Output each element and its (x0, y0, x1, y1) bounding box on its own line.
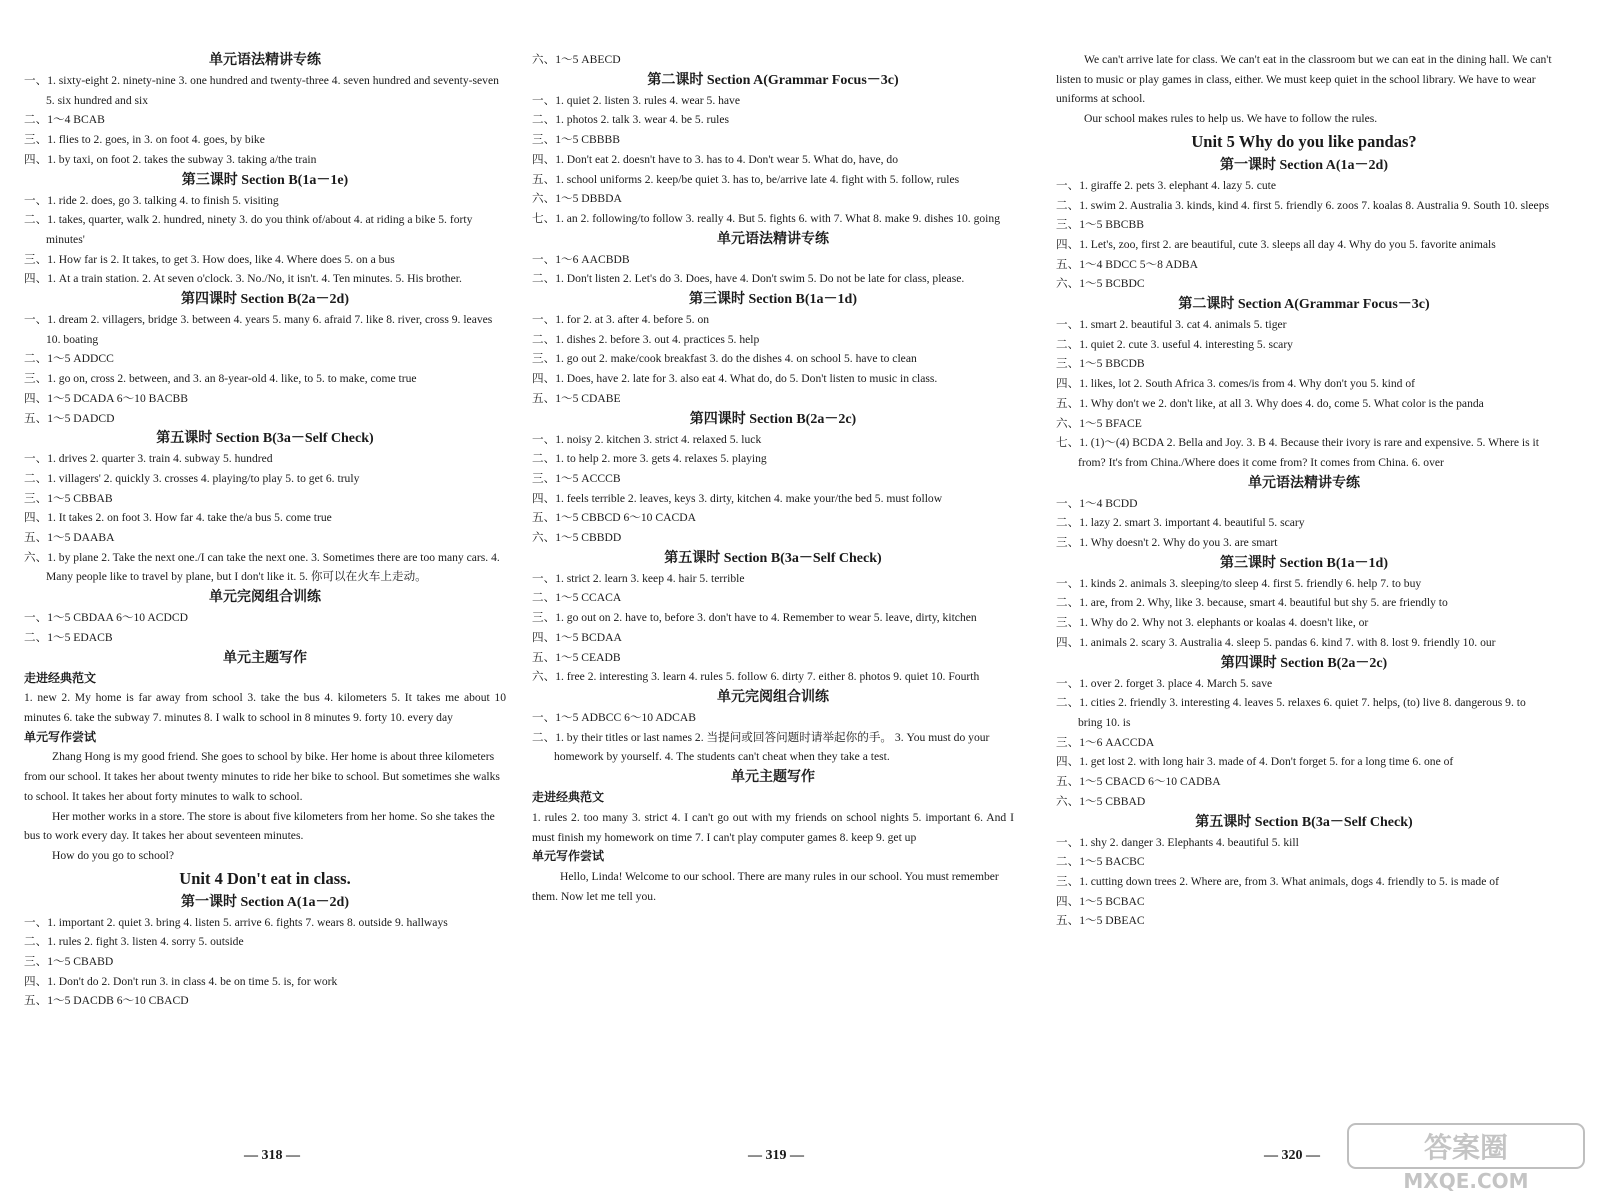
answer-line: 六、1. by plane 2. Take the next one./I can take the next one. 3. Sometimes there are too many cars. 4. Many people like to travel by plane, but I don't like it. 5. 你可以在火车上走动。 (24, 550, 500, 584)
section-heading: 第五课时 Section B(3a－Self Check) (664, 550, 882, 566)
answer-line: 四、1. by taxi, on foot 2. takes the subway 3. taking a/the train (24, 152, 317, 166)
answer-line: 二、1. dishes 2. before 3. out 4. practices 5. help (532, 332, 760, 346)
answer-line: 一、1. giraffe 2. pets 3. elephant 4. lazy 5. cute (1056, 178, 1276, 192)
section-heading: 第二课时 Section A(Grammar Focus－3c) (1178, 297, 1430, 313)
answer-line: 1. rules 2. too many 3. strict 4. I can't go out with my friends on school nights 5. important 6. And I must finish my homework on time 7. I can't play computer games 8. keep 9. get up (532, 810, 1014, 844)
answer-line: 二、1. rules 2. fight 3. listen 4. sorry 5. outside (24, 935, 244, 949)
watermark-url-text: MXQE.COM (1403, 1169, 1529, 1192)
answer-line: 七、1. an 2. following/to follow 3. really 4. But 5. fights 6. with 7. What 8. make 9. dishes 10. going (532, 211, 1001, 225)
answer-line: 三、1～5 CBBAB (24, 491, 113, 505)
answer-line: 五、1～5 DADCD (24, 411, 115, 425)
section-heading: 第五课时 Section B(3a－Self Check) (1195, 814, 1413, 830)
answer-line: 二、1. photos 2. talk 3. wear 4. be 5. rules (532, 113, 730, 127)
answer-line: 五、1～5 CDABE (532, 391, 621, 405)
answer-line: 六、1～5 ABECD (532, 53, 621, 66)
subsection-heading: 走进经典范文 (532, 790, 605, 805)
answer-line: 七、1. (1)～(4) BCDA 2. Bella and Joy. 3. B 4. Because their ivory is rare and expensive. 5. Where is it from? It's from China./Where does it come from? It comes from China. 6. over (1056, 436, 1539, 469)
answer-line: 四、1. likes, lot 2. South Africa 3. comes/is from 4. Why don't you 5. kind of (1056, 377, 1415, 391)
answer-line: 六、1～5 CBBAD (1056, 794, 1146, 808)
answer-column-left (24, 50, 506, 1132)
answer-line: 三、1. go on, cross 2. between, and 3. an 8-year-old 4. like, to 5. to make, come true (24, 372, 417, 386)
answer-line: 四、1～5 BCBAC (1056, 894, 1145, 908)
answer-line: 三、1～5 ACCCB (532, 471, 621, 485)
page-number-320: — 320 — (1264, 1148, 1320, 1163)
answer-line: 三、1. go out on 2. have to, before 3. don't have to 4. Remember to wear 5. leave, dirty, kitchen (532, 611, 977, 625)
answer-line: 六、1～5 BFACE (1056, 416, 1142, 430)
answer-line: 一、1～6 AACBDB (532, 252, 630, 266)
answer-line: 一、1. ride 2. does, go 3. talking 4. to finish 5. visiting (24, 193, 279, 207)
section-heading: 第二课时 Section A(Grammar Focus－3c) (647, 72, 899, 88)
answer-line: 一、1. sixty-eight 2. ninety-nine 3. one hundred and twenty-three 4. seven hundred and seventy-seven 5. six hundred and six (24, 74, 499, 107)
section-heading: 单元主题写作 (223, 650, 307, 666)
section-heading: 单元语法精讲专练 (209, 53, 321, 68)
answer-line: 二、1～5 BACBC (1056, 855, 1145, 869)
answer-column-right (1056, 50, 1552, 1132)
answer-line: 三、1. Why doesn't 2. Why do you 3. are smart (1056, 536, 1278, 550)
answer-line: 一、1. kinds 2. animals 3. sleeping/to sleep 4. first 5. friendly 6. help 7. to buy (1056, 576, 1422, 590)
composition-paragraph: Hello, Linda! Welcome to our school. There are many rules in our school. You must remember them. Now let me tell you. (532, 869, 999, 903)
answer-line: 五、1. Why don't we 2. don't like, at all 3. Why does 4. do, come 5. What color is the panda (1056, 396, 1484, 410)
page-number-319: — 319 — (748, 1148, 804, 1163)
page-number-318: — 318 — (244, 1148, 300, 1163)
section-heading: 第四课时 Section B(2a－2c) (1220, 655, 1388, 671)
answer-line: 三、1. How far is 2. It takes, to get 3. How does, like 4. Where does 5. on a bus (24, 252, 395, 266)
answer-line: 1. new 2. My home is far away from school 3. take the bus 4. kilometers 5. It takes me about 10 minutes 6. take the subway 7. minutes 8. I walk to school in 8 minutes 9. forty 10. every day (24, 691, 506, 724)
answer-line: 二、1～5 EDACB (24, 630, 113, 644)
answer-line: 二、1～4 BCAB (24, 113, 105, 127)
watermark-logo-text: 答案圈 (1423, 1131, 1509, 1164)
composition-paragraph: Zhang Hong is my good friend. She goes to school by bike. Her home is about three kilometers from our school. It takes her about twenty minutes to ride her bike to school. But sometimes she walks to school. It takes her about forty minutes to walk to school. (24, 750, 500, 803)
answer-line: 六、1～5 DBBDA (532, 192, 622, 206)
answer-line: 三、1. Why do 2. Why not 3. elephants or koalas 4. doesn't like, or (1056, 616, 1369, 630)
answer-line: 四、1. Don't do 2. Don't run 3. in class 4. be on time 5. is, for work (24, 974, 338, 988)
answer-line: 四、1. Does, have 2. late for 3. also eat 4. What do, do 5. Don't listen to music in class. (532, 372, 938, 386)
section-heading: 第五课时 Section B(3a－Self Check) (156, 431, 374, 447)
answer-line: 五、1～5 DAABA (24, 531, 115, 545)
answer-line: 四、1. It takes 2. on foot 3. How far 4. take the/a bus 5. come true (24, 511, 332, 525)
answer-line: 四、1. animals 2. scary 3. Australia 4. sleep 5. pandas 6. kind 7. with 8. lost 9. friendly 10. our (1056, 635, 1496, 649)
subsection-heading: 单元写作尝试 (24, 729, 97, 744)
section-heading: 第三课时 Section B(1a－1d) (689, 292, 857, 308)
section-heading: 单元完阅组合训练 (717, 689, 829, 705)
answer-line: 四、1. Let's, zoo, first 2. are beautiful, cute 3. sleeps all day 4. Why do you 5. favorite animals (1056, 237, 1496, 251)
unit-title: Unit 4 Don't eat in class. (179, 868, 351, 888)
answer-line: 一、1. over 2. forget 3. place 4. March 5. save (1056, 676, 1273, 690)
section-heading: 第一课时 Section A(1a－2d) (1220, 157, 1388, 173)
answer-line: 二、1～5 CCACA (532, 591, 622, 605)
composition-paragraph: Her mother works in a store. The store is about five kilometers from her home. So she takes the bus to work every day. It takes her about seventeen minutes. (24, 809, 495, 843)
answer-line: 二、1. swim 2. Australia 3. kinds, kind 4. first 5. friendly 6. zoos 7. koalas 8. Australia 9. South 10. sleeps (1056, 198, 1550, 212)
answer-line: 三、1～5 CBABD (24, 955, 114, 969)
section-heading: 第四课时 Section B(2a－2c) (689, 411, 857, 427)
answer-line: 一、1. quiet 2. listen 3. rules 4. wear 5. have (532, 93, 740, 107)
composition-paragraph: How do you go to school? (52, 848, 175, 862)
subsection-heading: 单元写作尝试 (532, 849, 605, 864)
answer-line: 二、1. villagers' 2. quickly 3. crosses 4. playing/to play 5. to get 6. truly (24, 471, 360, 485)
answer-line: 五、1～5 DBEAC (1056, 914, 1145, 928)
answer-line: 一、1～4 BCDD (1056, 496, 1138, 510)
section-heading: 第三课时 Section B(1a－1e) (181, 172, 349, 188)
answer-line: 六、1～5 CBBDD (532, 531, 622, 545)
section-heading: 单元语法精讲专练 (717, 231, 829, 247)
answer-line: 四、1. feels terrible 2. leaves, keys 3. dirty, kitchen 4. make your/the bed 5. must follow (532, 491, 943, 505)
answer-line: 三、1～6 AACCDA (1056, 735, 1155, 749)
answer-line: 二、1. quiet 2. cute 3. useful 4. interesting 5. scary (1056, 337, 1293, 351)
answer-line: 二、1. by their titles or last names 2. 当提问或回答问题时请举起你的手。 3. You must do your homework by yourself. 4. The students can't cheat when they take a test. (532, 730, 990, 764)
answer-line: 六、1. free 2. interesting 3. learn 4. rules 5. follow 6. dirty 7. either 8. photos 9. quiet 10. Fourth (532, 670, 980, 684)
answer-line: 一、1～5 ADBCC 6～10 ADCAB (532, 710, 696, 724)
answer-line: 一、1. dream 2. villagers, bridge 3. between 4. years 5. many 6. afraid 7. like 8. river, cross 9. leaves 10. boating (24, 313, 493, 346)
section-heading: 单元语法精讲专练 (1248, 475, 1360, 491)
subsection-heading: 走进经典范文 (24, 670, 97, 685)
answer-line: 二、1. takes, quarter, walk 2. hundred, ninety 3. do you think of/about 4. at riding a bike 5. forty minutes' (24, 213, 473, 246)
answer-line: 一、1. shy 2. danger 3. Elephants 4. beautiful 5. kill (1056, 835, 1299, 849)
section-heading: 单元主题写作 (731, 770, 815, 786)
section-heading: 单元完阅组合训练 (209, 590, 321, 606)
answer-line: 一、1. noisy 2. kitchen 3. strict 4. relaxed 5. luck (532, 432, 762, 446)
answer-line: 二、1. to help 2. more 3. gets 4. relaxes 5. playing (532, 452, 767, 466)
composition-paragraph: We can't arrive late for class. We can't eat in the classroom but we can eat in the dining hall. We can't listen to music or play games in class, either. We must keep quiet in the school library. We have to wear uniforms at school. (1056, 53, 1552, 106)
answer-line: 五、1～5 CBACD 6～10 CADBA (1056, 775, 1221, 789)
answer-line: 一、1. smart 2. beautiful 3. cat 4. animals 5. tiger (1056, 318, 1287, 332)
answer-line: 四、1. Don't eat 2. doesn't have to 3. has to 4. Don't wear 5. What do, have, do (532, 152, 899, 166)
answer-line: 四、1. At a train station. 2. At seven o'clock. 3. No./No, it isn't. 4. Ten minutes. 5. His brother. (24, 272, 462, 286)
answer-line: 五、1～5 CEADB (532, 650, 621, 664)
answer-line: 三、1. cutting down trees 2. Where are, from 3. What animals, dogs 4. friendly to 5. is made of (1056, 874, 1499, 888)
answer-line: 六、1～5 BCBDC (1056, 277, 1145, 291)
answer-line: 二、1. are, from 2. Why, like 3. because, smart 4. beautiful but shy 5. are friendly to (1056, 596, 1448, 610)
answer-line: 一、1. for 2. at 3. after 4. before 5. on (532, 313, 710, 327)
answer-line: 五、1～4 BDCC 5～8 ADBA (1056, 257, 1199, 271)
answer-line: 五、1～5 CBBCD 6～10 CACDA (532, 511, 696, 525)
answer-line: 五、1～5 DACDB 6～10 CBACD (24, 994, 189, 1008)
answer-line: 五、1. school uniforms 2. keep/be quiet 3. has to, be/arrive late 4. fight with 5. follow, rules (532, 172, 960, 186)
composition-paragraph: Our school makes rules to help us. We have to follow the rules. (1084, 112, 1378, 126)
answer-line: 三、1～5 BBCDB (1056, 357, 1145, 371)
unit-title: Unit 5 Why do you like pandas? (1191, 131, 1417, 151)
answer-line: 三、1～5 BBCBB (1056, 218, 1144, 232)
answer-line: 三、1. go out 2. make/cook breakfast 3. do the dishes 4. on school 5. have to clean (532, 352, 917, 366)
answer-line: 二、1. lazy 2. smart 3. important 4. beautiful 5. scary (1056, 516, 1305, 530)
answer-line: 三、1～5 CBBBB (532, 133, 620, 147)
answer-line: 一、1～5 CBDAA 6～10 ACDCD (24, 611, 188, 625)
answer-column-middle (532, 50, 1014, 1132)
answer-line: 一、1. strict 2. learn 3. keep 4. hair 5. terrible (532, 571, 745, 585)
answer-line: 四、1. get lost 2. with long hair 3. made of 4. Don't forget 5. for a long time 6. one of (1056, 755, 1454, 769)
answer-line: 二、1. cities 2. friendly 3. interesting 4. leaves 5. relaxes 6. quiet 7. helps, (to) live 8. dangerous 9. to bring 10. is (1056, 696, 1526, 729)
section-heading: 第三课时 Section B(1a－1d) (1220, 555, 1388, 571)
site-watermark-logo (1346, 1120, 1586, 1192)
answer-line: 四、1～5 BCDAA (532, 630, 622, 644)
answer-line: 二、1～5 ADDCC (24, 352, 114, 366)
section-heading: 第一课时 Section A(1a－2d) (181, 894, 349, 910)
answer-line: 二、1. Don't listen 2. Let's do 3. Does, have 4. Don't swim 5. Do not be late for class, please. (532, 272, 965, 286)
answer-line: 一、1. important 2. quiet 3. bring 4. listen 5. arrive 6. fights 7. wears 8. outside 9. hallways (24, 915, 448, 929)
answer-line: 四、1～5 DCADA 6～10 BACBB (24, 391, 188, 405)
answer-line: 一、1. drives 2. quarter 3. train 4. subway 5. hundred (24, 452, 273, 466)
answer-line: 三、1. flies to 2. goes, in 3. on foot 4. goes, by bike (24, 133, 265, 147)
section-heading: 第四课时 Section B(2a－2d) (181, 292, 349, 308)
